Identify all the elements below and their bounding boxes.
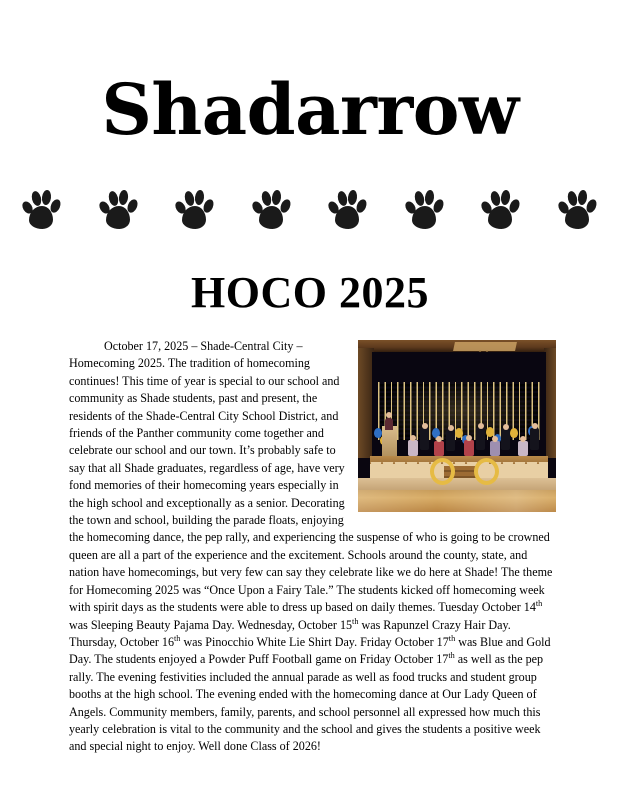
publication-title: Shadarrow xyxy=(101,68,519,151)
section-heading: HOCO 2025 xyxy=(191,268,429,317)
paw-print-icon xyxy=(558,186,598,232)
numeral-balloon-two xyxy=(430,458,455,485)
paw-print-icon xyxy=(481,186,521,232)
paw-print-icon xyxy=(328,186,368,232)
homecoming-court-photo xyxy=(358,340,556,512)
numeral-balloon-five xyxy=(474,458,499,485)
paw-print-icon xyxy=(22,186,62,232)
masthead xyxy=(0,68,620,151)
paw-print-icon xyxy=(99,186,139,232)
paw-print-divider xyxy=(22,183,598,235)
paw-print-icon xyxy=(405,186,445,232)
article-body xyxy=(69,338,556,756)
paw-print-icon xyxy=(175,186,215,232)
article-paragraph: October 17, 2025 – Shade-Central City – Homecoming 2025. The tradition of homecoming continues! This time of year is special to our school and community as Shade students, past and present, the residents of the Shade-Central City School District, and friends of the Panther community come together and celebrate our school and our town. It’s probably safe to say that all Shade graduates, regardless of age, have very fond memories of their homecoming years especially in the high school and exceptionally as a senior. Decorating the town and school, building the parade floats, enjoying the homecoming dance, the pep rally, and experiencing the suspense of who is going to be crowned queen are all a part of the experience and the excitement. Schools around the county, state, and nation have homecomings, but very few can say they celebrate like we do here at Shade! The theme for Homecoming 2025 was “Once Upon a Fairy Tale.” The students kicked off homecoming week with spirit days as the students were able to dress up based on daily themes. Tuesday October 14th was Sleeping Beauty Pajama Day. Wednesday, October 15th was Rapunzel Crazy Hair Day. Thursday, October 16th was Pinocchio White Lie Shirt Day. Friday October 17th was Blue and Gold Day. The students enjoyed a Powder Puff Football game on Friday October 17th as well as the pep rally. The evening festivities included the annual parade as well as food trucks and student group booths at the high school. The evening ended with the homecoming dance at Our Lady Queen of Angels. Community members, family, parents, and school personnel all expressed how much this yearly celebration is vital to the community and the school and gives the students a positive week and special night to enjoy. Well done Class of 2026! xyxy=(69,339,553,754)
paw-print-icon xyxy=(252,186,292,232)
